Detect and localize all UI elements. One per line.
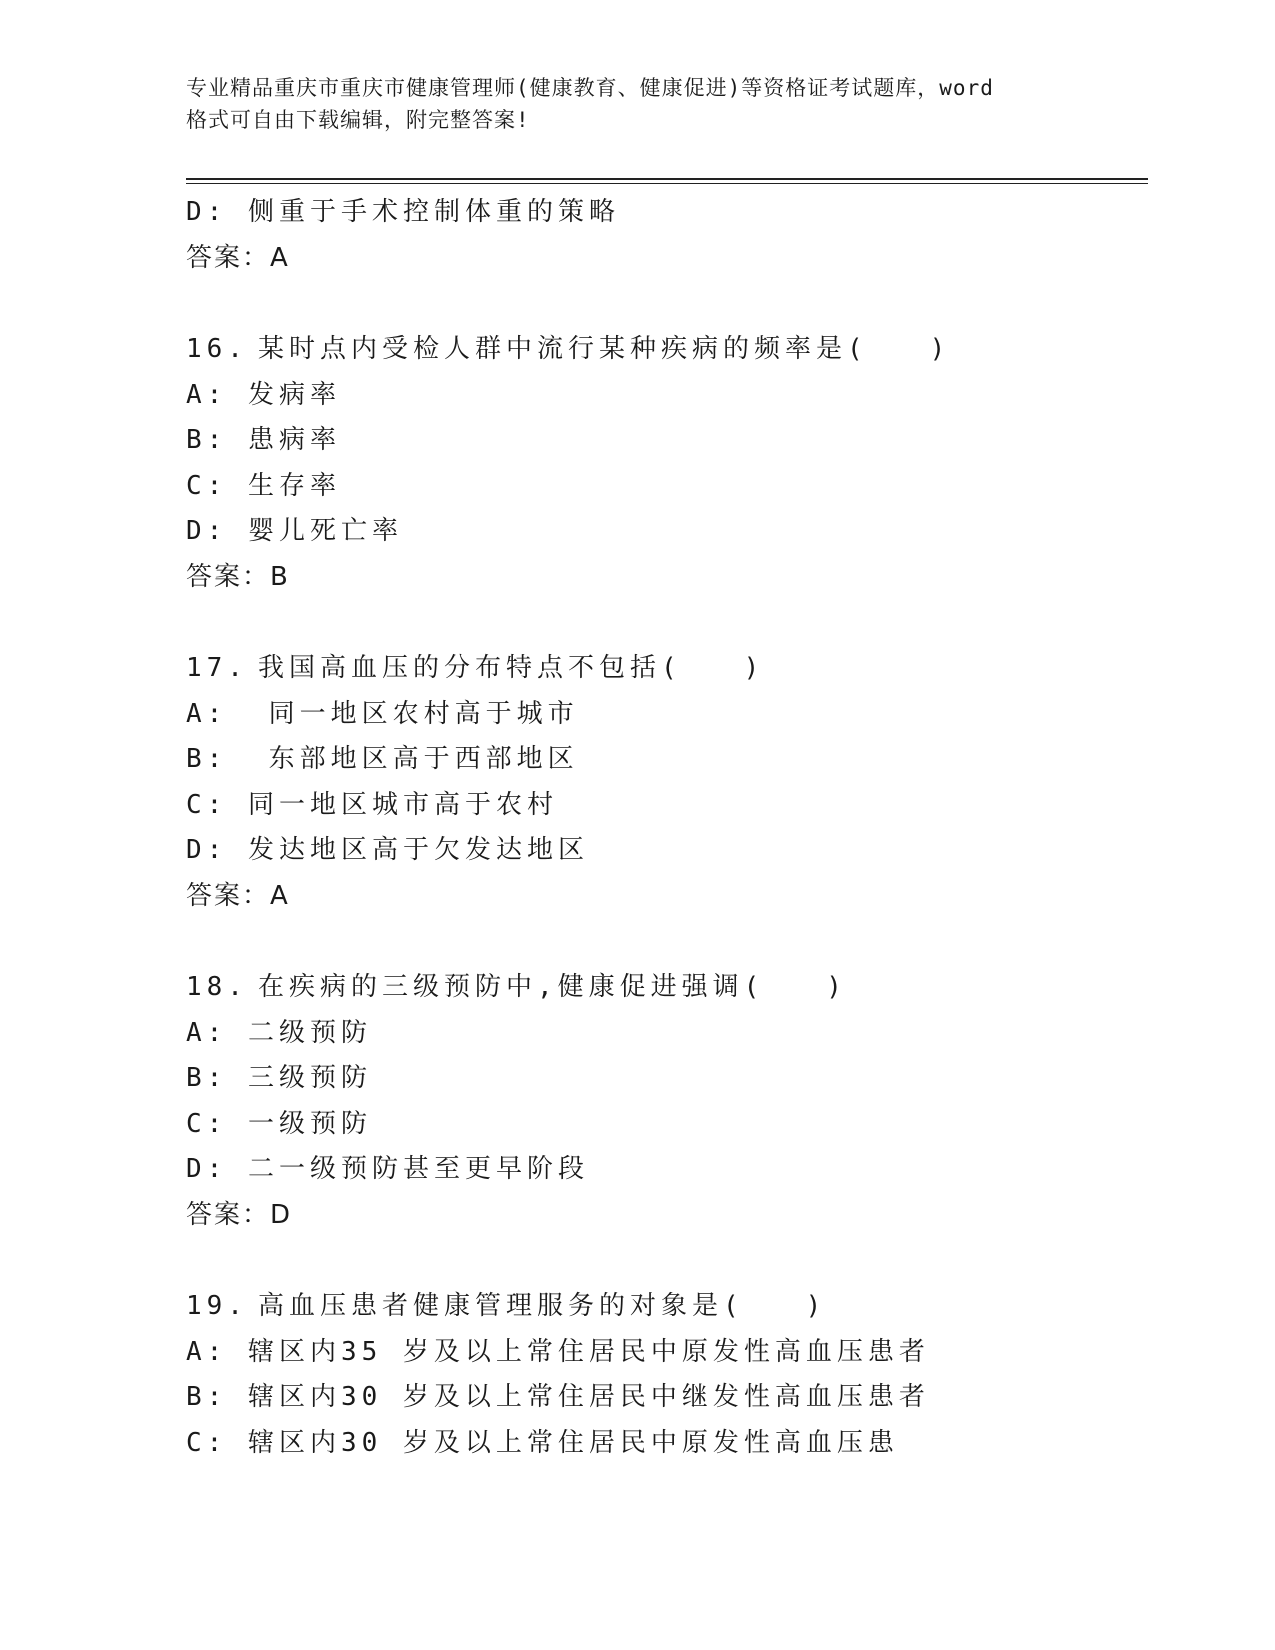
option-c: C: 辖区内30 岁及以上常住居民中原发性高血压患 [186, 1427, 899, 1458]
answer-label: 答案： [186, 242, 271, 273]
answer-line [186, 1193, 1146, 1239]
answer-value: A [270, 880, 288, 911]
question-number: 18. [186, 972, 248, 1002]
option-a: A: 发病率 [186, 379, 341, 410]
answer-value: D [270, 1199, 291, 1230]
document-header [186, 72, 1086, 136]
answer-label: 答案： [186, 561, 271, 592]
option-b: B: 三级预防 [186, 1063, 372, 1093]
option-b: B: 东部地区高于西部地区 [186, 744, 579, 774]
question-text: 某时点内受检人群中流行某种疾病的频率是( ) [257, 334, 951, 364]
answer-line [186, 874, 1146, 920]
answer-line [186, 555, 1146, 601]
answer-label: 答案： [186, 1199, 271, 1230]
answer-label: 答案： [186, 880, 271, 911]
header-divider-thin [186, 183, 1148, 184]
option-d: D: 发达地区高于欠发达地区 [186, 835, 589, 865]
option-a: A: 二级预防 [186, 1017, 372, 1048]
answer-value: A [270, 242, 288, 273]
option-c: C: 同一地区城市高于农村 [186, 789, 558, 820]
header-line-1: 专业精品重庆市重庆市健康管理师(健康教育、健康促进)等资格证考试题库，word [186, 76, 994, 100]
option-d: D: 二一级预防甚至更早阶段 [186, 1154, 589, 1184]
question-stem [186, 327, 1146, 373]
question-text: 在疾病的三级预防中,健康促进强调( ) [257, 972, 847, 1002]
question-stem [186, 965, 1146, 1011]
option-c: C: 生存率 [186, 470, 341, 501]
question-text: 高血压患者健康管理服务的对象是( ) [257, 1291, 827, 1321]
header-divider-thick [186, 178, 1148, 180]
option-a: A: 辖区内35 岁及以上常住居民中原发性高血压患者 [186, 1336, 930, 1367]
question-text: 我国高血压的分布特点不包括( ) [257, 653, 765, 683]
option-d: D: 婴儿死亡率 [186, 516, 403, 546]
option-b: B: 患病率 [186, 425, 341, 455]
question-stem [186, 1284, 1146, 1330]
question-stem [186, 646, 1146, 692]
option-b: B: 辖区内30 岁及以上常住居民中继发性高血压患者 [186, 1382, 930, 1412]
option-d: D: 侧重于手术控制体重的策略 [186, 197, 620, 227]
question-number: 19. [186, 1291, 248, 1321]
option-c: C: 一级预防 [186, 1108, 372, 1139]
question-number: 17. [186, 653, 248, 683]
header-line-2: 格式可自由下载编辑，附完整答案! [186, 108, 530, 132]
option-a: A: 同一地区农村高于城市 [186, 698, 579, 729]
answer-line [186, 236, 1146, 282]
question-number: 16. [186, 334, 248, 364]
answer-value: B [270, 561, 288, 592]
question-list [186, 190, 1146, 1466]
